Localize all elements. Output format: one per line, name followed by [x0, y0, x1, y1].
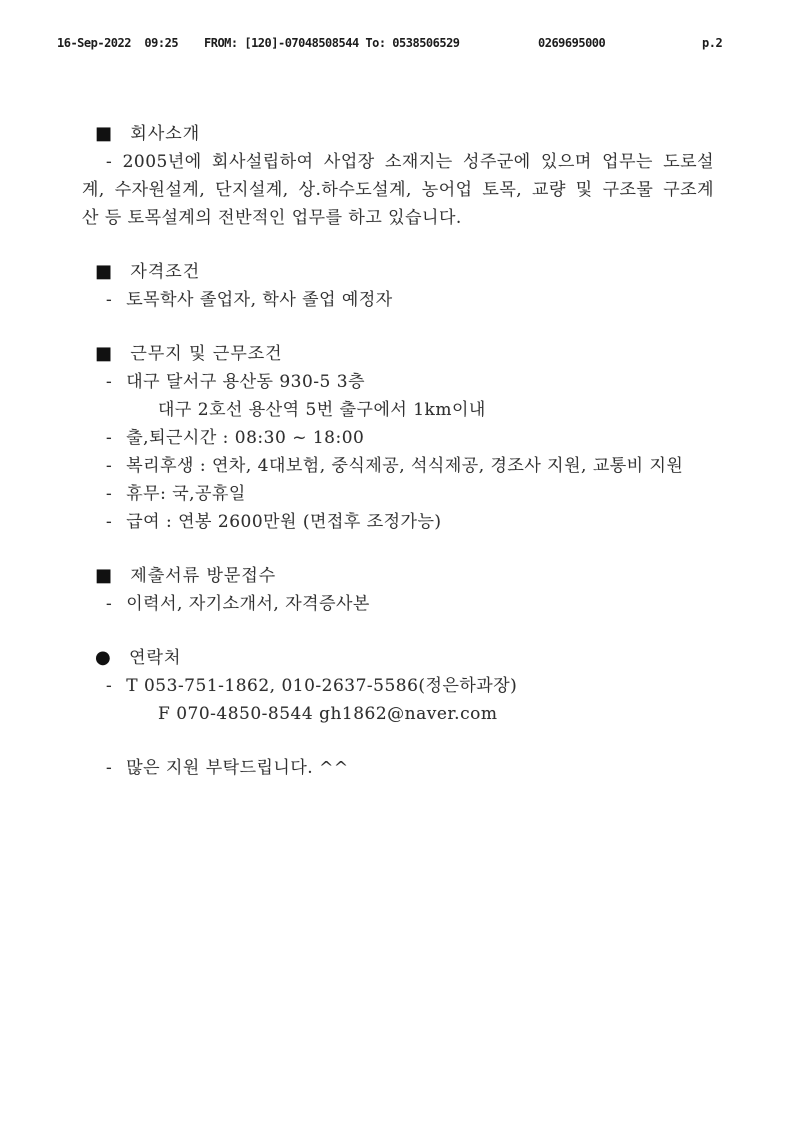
section-work-title: 근무지 및 근무조건 [130, 344, 283, 364]
section-company-title: 회사소개 [130, 124, 201, 144]
work-location-text: 대구 달서구 용산동 930-5 3층 [126, 372, 365, 392]
documents-item [82, 590, 714, 618]
section-work-conditions [82, 340, 714, 536]
work-benefits-text: 복리후생 : 연차, 4대보험, 중식제공, 석식제공, 경조사 지원, 교통비 지원 [126, 456, 684, 476]
work-holidays-item [82, 480, 714, 508]
closing-text: 많은 지원 부탁드립니다. ^^ [126, 758, 349, 778]
work-salary-text: 급여 : 연봉 2600만원 (면접후 조정가능) [126, 512, 442, 532]
section-documents [82, 562, 714, 618]
dash: - [106, 758, 113, 778]
section-documents-title-row [82, 562, 714, 590]
dash: - [106, 484, 113, 504]
documents-item-text: 이력서, 자기소개서, 자격증사본 [126, 594, 370, 614]
section-company-title-row [82, 120, 714, 148]
dash: - [106, 512, 113, 532]
contact-phone-item [82, 672, 714, 700]
work-hours-text: 출,퇴근시간 : 08:30 ~ 18:00 [126, 428, 365, 448]
work-holidays-text: 휴무: 국,공휴일 [126, 484, 246, 504]
section-contact [82, 644, 714, 728]
fax-datetime: 16-Sep-2022 09:25 [57, 36, 179, 50]
section-contact-title-row [82, 644, 714, 672]
work-salary-item [82, 508, 714, 536]
circle-bullet-icon: ● [95, 647, 112, 668]
section-qualification [82, 258, 714, 314]
section-qualification-title: 자격조건 [130, 262, 201, 282]
section-closing [82, 754, 714, 782]
company-paragraph-text-1: 2005년에 회사설립하여 사업장 소재지는 성주군에 있으며 업무는 도로설 [122, 152, 715, 172]
section-company-intro [82, 120, 714, 232]
document-body [82, 120, 714, 782]
square-bullet-icon: ■ [95, 123, 113, 144]
square-bullet-icon: ■ [95, 261, 113, 282]
section-qualification-title-row [82, 258, 714, 286]
dash: - [106, 594, 113, 614]
work-location-continuation: 대구 2호선 용산역 5번 출구에서 1km이내 [158, 400, 486, 420]
company-paragraph-line-1 [82, 148, 714, 176]
qualification-item-text: 토목학사 졸업자, 학사 졸업 예정자 [126, 290, 393, 310]
closing-item [82, 754, 714, 782]
company-paragraph-line-3: 산 등 토목설계의 전반적인 업무를 하고 있습니다. [82, 208, 462, 228]
dash: - [106, 152, 113, 172]
work-location-item [82, 368, 714, 396]
fax-from-to: FROM: [120]-07048508544 To: 0538506529 [204, 36, 460, 50]
fax-transmission-header [0, 36, 793, 52]
dash: - [106, 372, 113, 392]
contact-phone-text: T 053-751-1862, 010-2637-5586(정은하과장) [126, 676, 518, 696]
dash: - [106, 676, 113, 696]
section-work-title-row [82, 340, 714, 368]
section-contact-title: 연락처 [129, 648, 182, 668]
qualification-item [82, 286, 714, 314]
fax-page-number: p.2 [702, 36, 723, 50]
square-bullet-icon: ■ [95, 565, 113, 586]
square-bullet-icon: ■ [95, 343, 113, 364]
section-documents-title: 제출서류 방문접수 [130, 566, 277, 586]
dash: - [106, 290, 113, 310]
company-paragraph-line-2: 계, 수자원설계, 단지설계, 상.하수도설계, 농어업 토목, 교량 및 구조물 구조계 [82, 180, 714, 200]
contact-fax-email-line: F 070-4850-8544 gh1862@naver.com [158, 704, 498, 724]
dash: - [106, 428, 113, 448]
work-benefits-item [82, 452, 714, 480]
fax-station-number: 0269695000 [538, 36, 606, 50]
dash: - [106, 456, 113, 476]
work-hours-item [82, 424, 714, 452]
